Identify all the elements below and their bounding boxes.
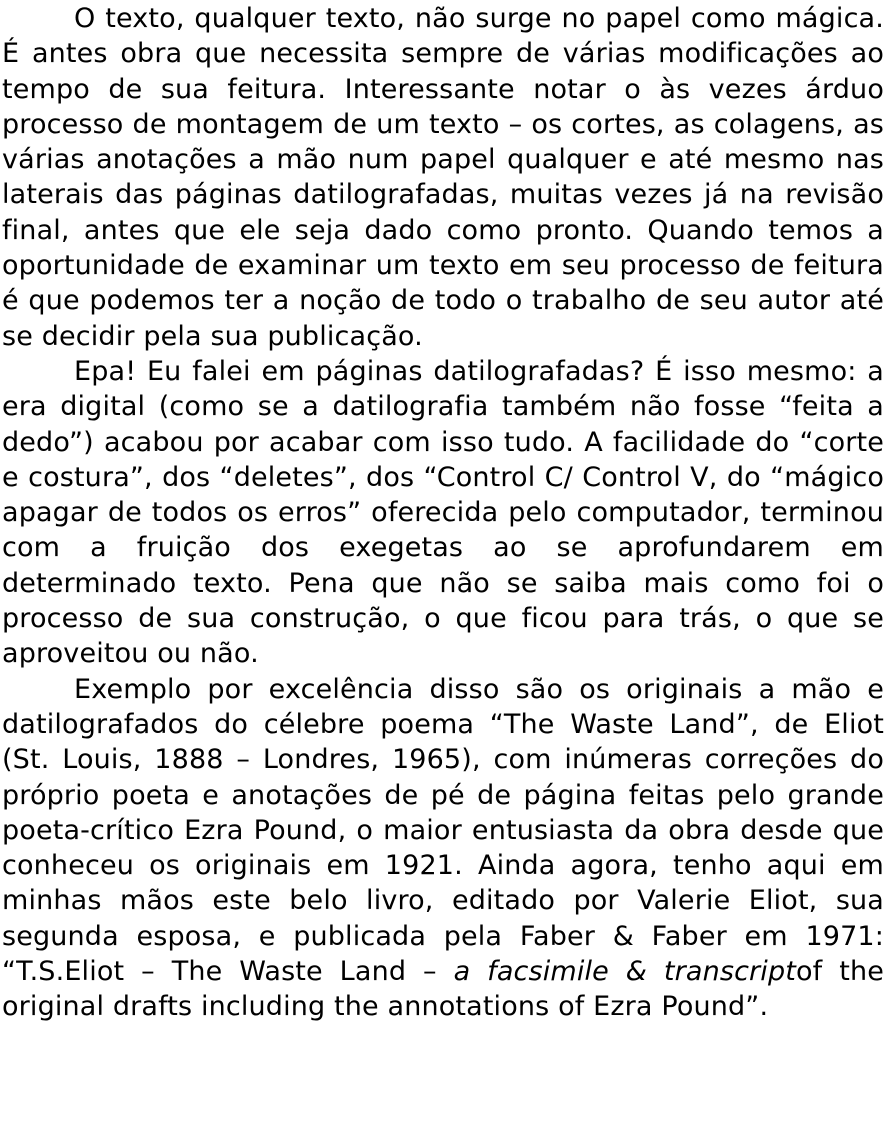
book-title-italic: a facsimile & transcript	[453, 956, 796, 988]
paragraph-1: O texto, qualquer texto, não surge no papel como mágica. É antes obra que necessita sempre de várias modificações ao tempo de sua feitura. Interessante notar o às vezes árduo processo de montagem de um texto – os cortes, as colagens, as várias anotações a mão num papel qualquer e até mesmo nas laterais das páginas datilografadas, muitas vezes já na revisão final, antes que ele seja dado como pronto. Quando temos a oportunidade de examinar um texto em seu processo de feitura é que podemos ter a noção de todo o trabalho de seu autor até se decidir pela sua publicação.	[2, 3, 884, 352]
paragraph-2: Epa! Eu falei em páginas datilografadas? É isso mesmo: a era digital (como se a datilografia também não fosse “feita a dedo”) acabou por acabar com isso tudo. A facilidade do “corte e costura”, dos “deletes”, dos “Control C/ Control V, do “mágico apagar de todos os erros” oferecida pelo computador, terminou com a fruição dos exegetas ao se aprofundarem em determinado texto. Pena que não se saiba mais como foi o processo de sua construção, o que ficou para trás, o que se aproveitou ou não.	[2, 355, 884, 670]
paragraph-3-text: Exemplo por excelência disso são os originais a mão e datilografados do célebre poema “The Waste Land”, de Eliot (St. Louis, 1888 – Londres, 1965), com inúmeras correções do próprio poeta e anotações de pé de página feitas pelo grande poeta-crítico Ezra Pound, o maior entusiasta da obra desde que conheceu os originais em 1921. Ainda agora, tenho aqui em minhas mãos este belo livro, editado por Valerie Eliot, sua segunda esposa, e publicada pela Faber & Faber em 1971: “T.S.Eliot – The Waste Land –	[2, 673, 884, 988]
paragraph-3-text-end: of the original drafts including the annotations of Ezra Pound”.	[2, 956, 884, 1023]
paragraph-3	[2, 672, 884, 1025]
